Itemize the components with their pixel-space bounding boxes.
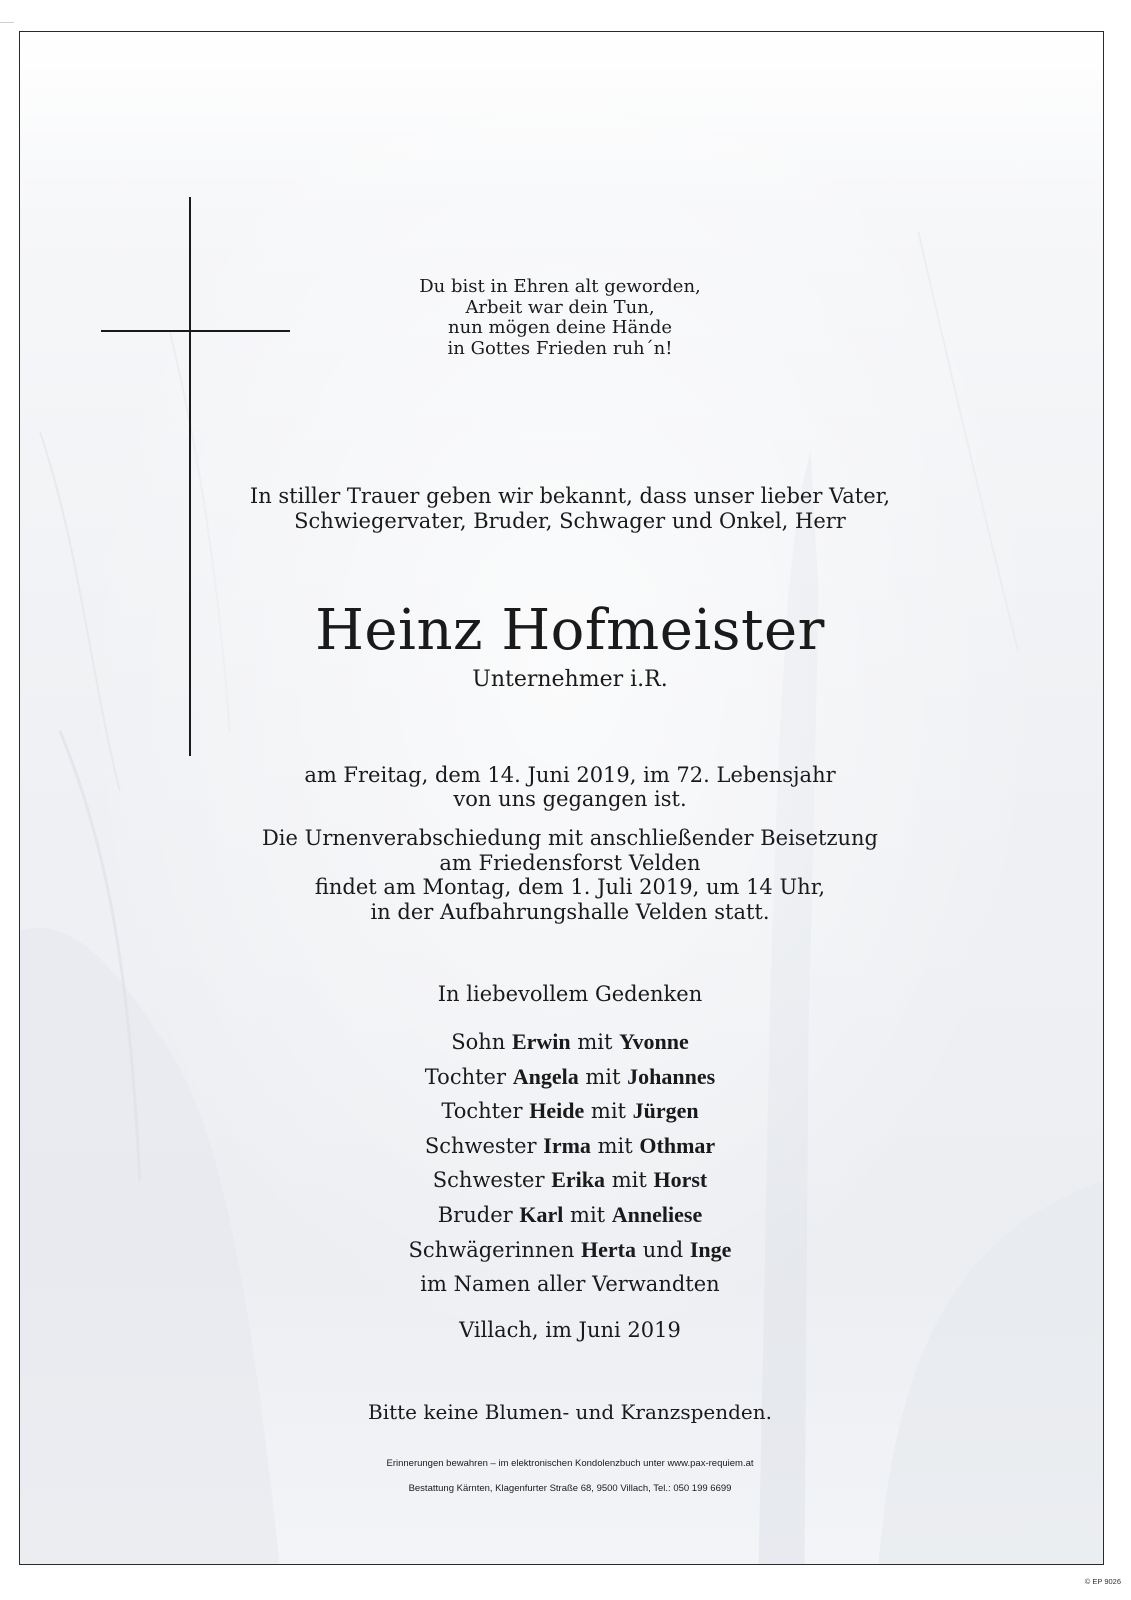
mourner-joiner: mit [597,1133,633,1158]
mourner-partner: Jürgen [632,1098,699,1124]
mourner-name: Erika [551,1167,606,1193]
place-and-date: Villach, im Juni 2019 [459,1318,681,1342]
mourner-joiner: und [642,1237,684,1262]
announcement-line: Schwiegervater, Bruder, Schwager und Onkel, Herr [294,508,846,533]
mourner-name: Heide [529,1098,585,1124]
death-line: am Freitag, dem 14. Juni 2019, im 72. Lebensjahr [304,763,836,787]
poem-line: in Gottes Frieden ruh´n! [447,337,673,359]
mourner-name: Erwin [511,1029,571,1054]
relatives-note: im Namen aller Verwandten [420,1272,720,1296]
ceremony-line: in der Aufbahrungshalle Velden statt. [370,899,770,924]
mourner-relation: Sohn [451,1030,506,1054]
flowers-note: Bitte keine Blumen- und Kranzspenden. [368,1400,772,1424]
mourner-entry [50,1025,1090,1060]
mourner-joiner: mit [577,1030,613,1054]
announcement-text [50,484,1090,533]
mourner-joiner: mit [585,1064,621,1089]
mourners-list [50,1025,1090,1267]
ceremony-details [50,826,1090,924]
copyright-code: © EP 9026 [1084,1577,1121,1586]
mourner-entry [50,1198,1090,1233]
mourner-entry [50,1233,1090,1268]
death-line: von uns gegangen ist. [453,787,687,811]
remembrance-heading: In liebevollem Gedenken [437,982,703,1006]
poem-line: Du bist in Ehren alt geworden, [419,276,701,297]
ceremony-line: Die Urnenverabschiedung mit anschließender Beisetzung [261,826,879,850]
mourner-name: Karl [519,1201,564,1227]
mourner-partner: Johannes [627,1063,716,1089]
mourner-joiner: mit [611,1168,647,1193]
mourner-relation: Tochter [424,1064,507,1089]
poem-line: nun mögen deine Hände [448,317,672,338]
mourner-relation: Bruder [437,1202,513,1227]
deceased-title: Unternehmer i.R. [472,667,668,692]
deceased-name: Heinz Hofmeister [315,598,825,663]
mourner-name: Herta [581,1236,636,1262]
mourner-entry [50,1094,1090,1129]
death-notice [50,763,1090,811]
obituary-frame [19,31,1104,1565]
condolence-book-note: Erinnerungen bewahren – im elektronischen Kondolenzbuch unter www.pax-requiem.at [386,1458,754,1469]
ceremony-line: findet am Montag, dem 1. Juli 2019, um 14 Uhr, [314,875,826,899]
mourner-relation: Schwester [424,1133,537,1158]
mourner-name: Angela [512,1063,579,1089]
mourner-partner: Yvonne [619,1029,689,1054]
mourner-entry [50,1060,1090,1095]
mourner-relation: Schwester [432,1168,545,1193]
mourner-entry [50,1163,1090,1198]
memorial-poem [200,277,920,359]
mourner-relation: Schwägerinnen [408,1237,575,1262]
mourner-partner: Inge [689,1236,732,1262]
ceremony-line: am Friedensforst Velden [439,850,701,875]
mourner-partner: Horst [653,1167,708,1193]
mourner-entry [50,1129,1090,1164]
mourner-joiner: mit [570,1202,606,1227]
mourner-partner: Othmar [639,1132,716,1158]
announcement-line: In stiller Trauer geben wir bekannt, dass unser lieber Vater, [249,484,891,508]
mourner-relation: Tochter [441,1099,523,1124]
poem-line: Arbeit war dein Tun, [465,296,655,318]
funeral-home-address: Bestattung Kärnten, Klagenfurter Straße 68, 9500 Villach, Tel.: 050 199 6699 [408,1483,732,1494]
mourner-joiner: mit [590,1099,626,1124]
mourner-partner: Anneliese [611,1201,703,1227]
mourner-name: Irma [543,1132,591,1158]
scan-corner-mark [0,22,14,23]
